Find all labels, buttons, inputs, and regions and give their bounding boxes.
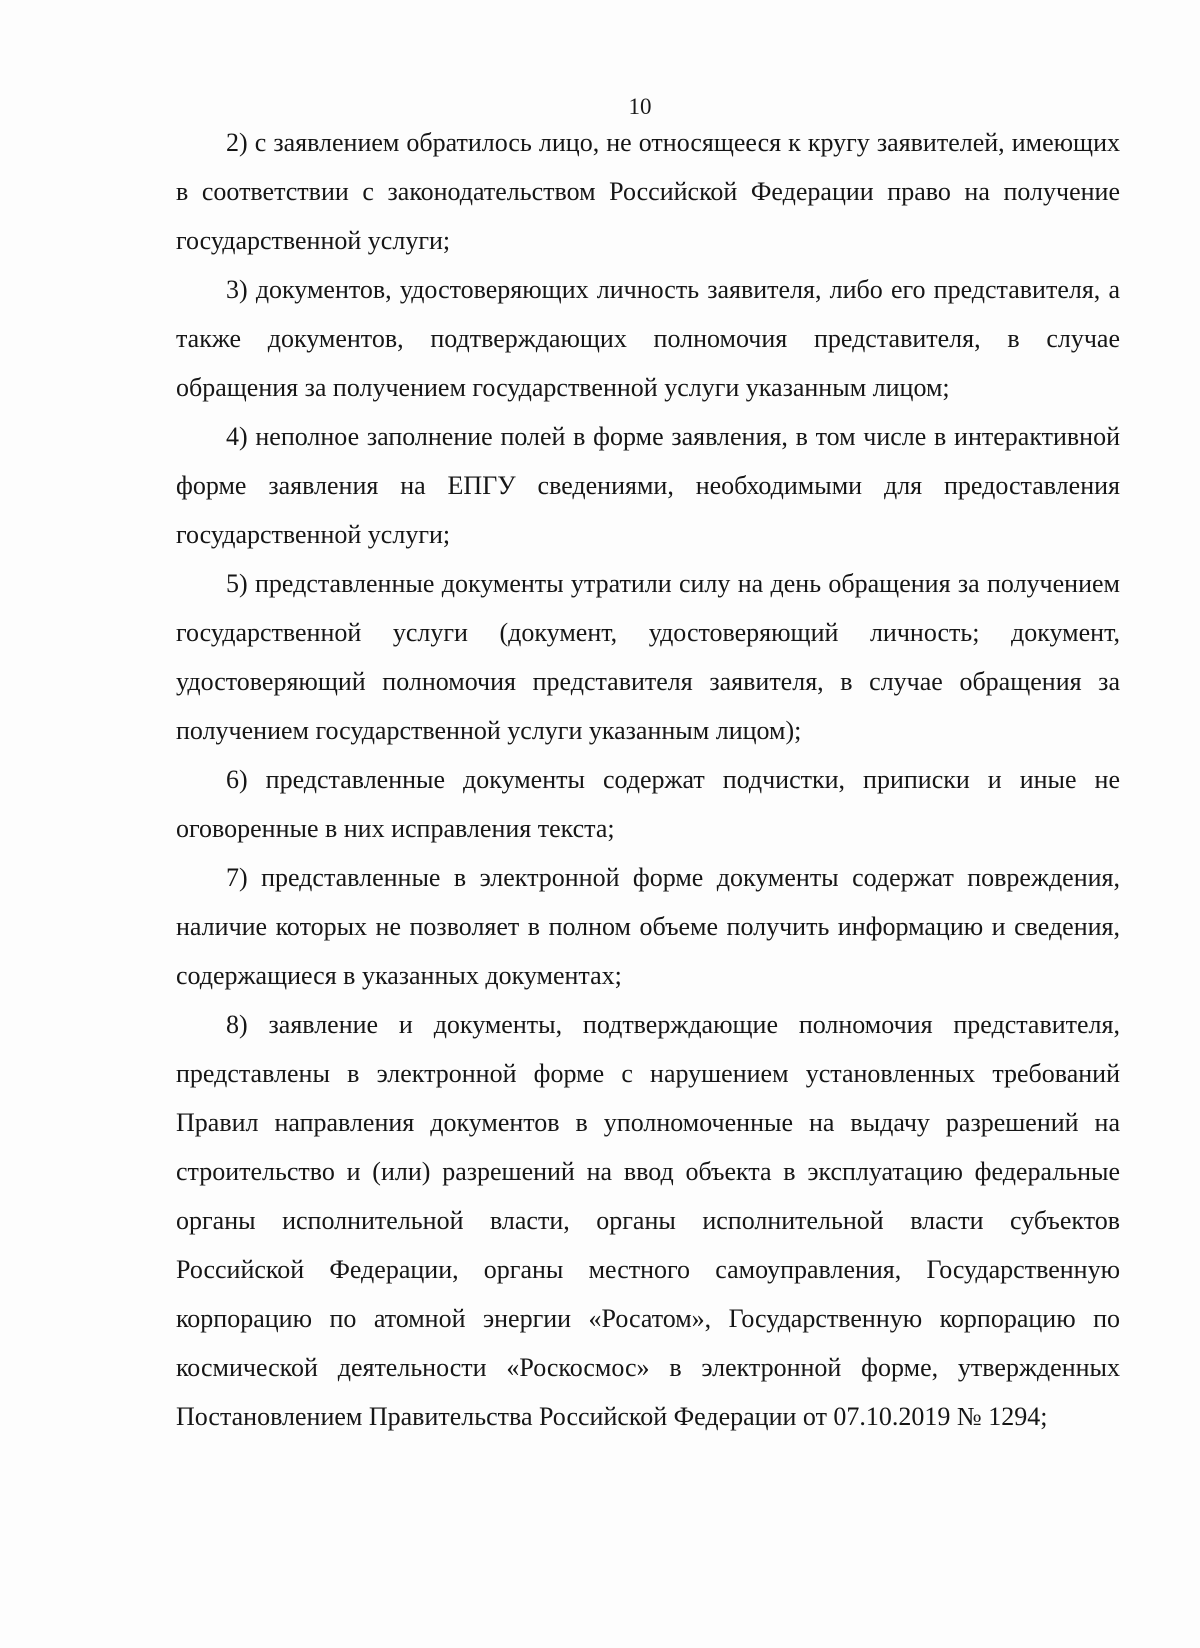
paragraph-item-2: 2) с заявлением обратилось лицо, не относящееся к кругу заявителей, имеющих в соответствии с законодательством Российской Федерации право на получение государственной услуги;: [176, 128, 1120, 255]
paragraph-item-8: 8) заявление и документы, подтверждающие полномочия представителя, представлены в электронной форме с нарушением установленных требований Правил направления документов в уполномоченные на выдачу разрешений на строительство и (или) разрешений на ввод объекта в эксплуатацию федеральные органы исполнительной власти, органы исполнительной власти субъектов Российской Федерации, органы местного самоуправления, Государственную корпорацию по атомной энергии «Росатом», Государственную корпорацию по космической деятельности «Роскосмос» в электронной форме, утвержденных Постановлением Правительства Российской Федерации от 07.10.2019 № 1294;: [176, 1010, 1120, 1431]
paragraph-item-4: 4) неполное заполнение полей в форме заявления, в том числе в интерактивной форме заявления на ЕПГУ сведениями, необходимыми для предоставления государственной услуги;: [176, 422, 1120, 549]
page-number: 10: [628, 94, 652, 119]
document-body: [176, 118, 1120, 1441]
paragraph-item-5: 5) представленные документы утратили силу на день обращения за получением государственной услуги (документ, удостоверяющий личность; документ, удостоверяющий полномочия представителя заявителя, в случае обращения за получением государственной услуги указанным лицом);: [176, 569, 1120, 745]
paragraph-item-7: 7) представленные в электронной форме документы содержат повреждения, наличие которых не позволяет в полном объеме получить информацию и сведения, содержащиеся в указанных документах;: [176, 863, 1120, 990]
paragraph-item-3: 3) документов, удостоверяющих личность заявителя, либо его представителя, а также документов, подтверждающих полномочия представителя, в случае обращения за получением государственной услуги указанным лицом;: [176, 275, 1120, 402]
paragraph-item-6: 6) представленные документы содержат подчистки, приписки и иные не оговоренные в них исправления текста;: [176, 765, 1120, 843]
